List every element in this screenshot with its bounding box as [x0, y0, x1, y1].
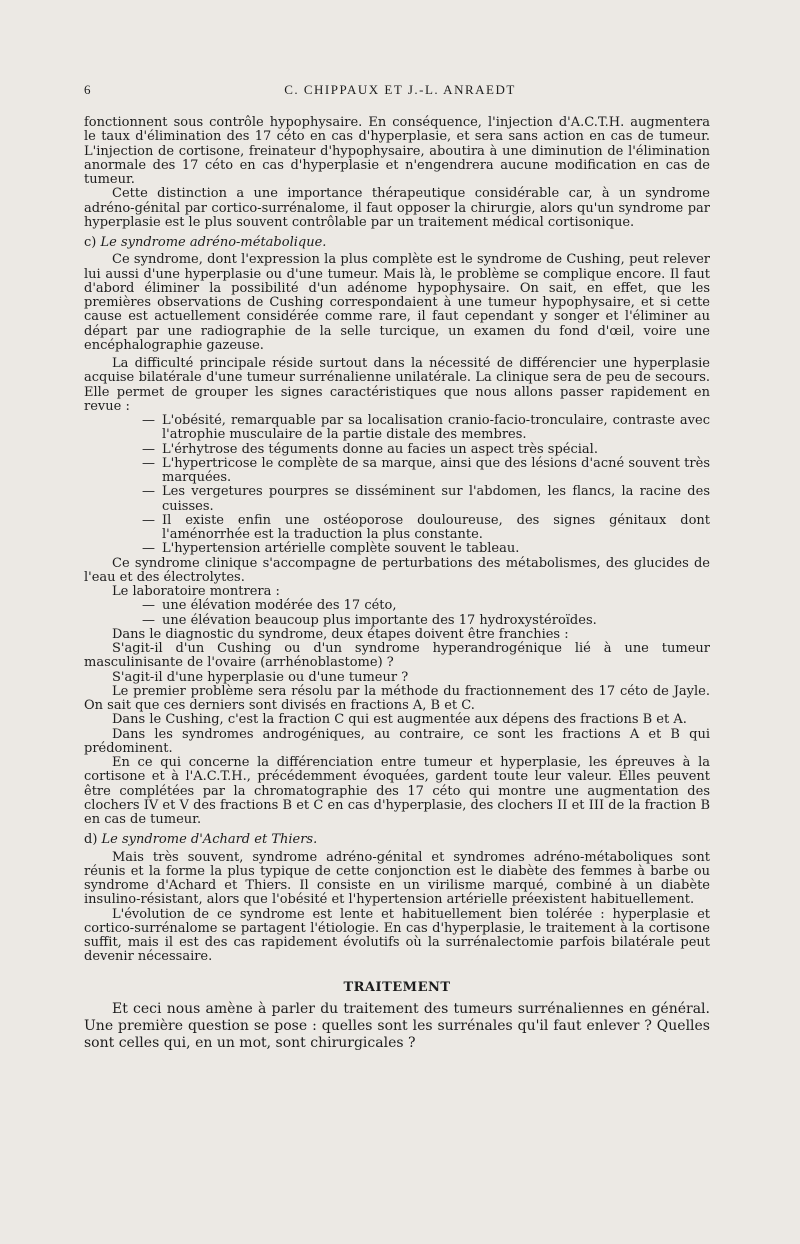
- paragraph: Le laboratoire montrera :: [112, 584, 280, 599]
- list-item: — L'érhytrose des téguments donne au facies un aspect très spécial.: [162, 443, 710, 457]
- symptom-list: [84, 414, 710, 557]
- section-prefix: c): [84, 235, 97, 250]
- running-title: C. CHIPPAUX ET J.-L. ANRAEDT: [284, 82, 516, 97]
- paragraph: La difficulté principale réside surtout dans la nécessité de différencier une hyperplasie acquise bilatérale d'une tumeur surrénalienne unilatérale. La clinique sera de peu de secours. Elle permet de grouper les signes caractéristiques que nous allons passer rapidement en revue :: [84, 356, 710, 414]
- paragraph: En ce qui concerne la différenciation entre tumeur et hyperplasie, les épreuves à la cortisone et à l'A.C.T.H., précédemment évoquées, gardent toute leur valeur. Elles peuvent être complétées par la chromatographie des 17 céto qui montre une augmentation des clochers IV et V des fractions B et C en cas d'hyperplasie, des clochers II et III de la fraction B en cas de tumeur.: [84, 755, 710, 827]
- paragraph: S'agit-il d'une hyperplasie ou d'une tumeur ?: [112, 669, 409, 685]
- section-heading-d: [84, 833, 710, 847]
- page-number: 6: [84, 82, 92, 97]
- paragraph: Ce syndrome clinique s'accompagne de perturbations des métabolismes, des glucides de l'eau et des électrolytes.: [84, 555, 710, 585]
- paragraph: Dans les syndromes androgéniques, au contraire, ce sont les fractions A et B qui prédominent.: [84, 726, 710, 756]
- paragraph: S'agit-il d'un Cushing ou d'un syndrome hyperandrogénique lié à une tumeur masculinisante de l'ovaire (arrhénoblastome) ?: [84, 641, 710, 671]
- body-text: [84, 116, 710, 1052]
- section-heading-c: [84, 236, 710, 250]
- section-prefix: d): [84, 832, 98, 848]
- list-item: — Il existe enfin une ostéoporose douloureuse, des signes génitaux dont l'aménorrhée est la traduction la plus constante.: [162, 514, 710, 543]
- list-item: — L'hypertension artérielle complète souvent le tableau.: [162, 542, 710, 556]
- paragraph: Dans le diagnostic du syndrome, deux étapes doivent être franchies :: [112, 626, 569, 642]
- paragraph: Et ceci nous amène à parler du traitement des tumeurs surrénaliennes en général. Une première question se pose : quelles sont les surrénales qu'il faut enlever ? Quelles sont celles qui, en un mot, sont chirurgicales ?: [84, 1000, 710, 1051]
- section-title: Le syndrome adréno-métabolique.: [100, 235, 327, 250]
- list-item: — L'obésité, remarquable par sa localisation cranio-facio-tronculaire, contraste avec l'atrophie musculaire de la partie distale des membres.: [162, 414, 710, 443]
- section-title-traitement: TRAITEMENT: [343, 979, 451, 995]
- paragraph: Dans le Cushing, c'est la fraction C qui est augmentée aux dépens des fractions B et A.: [112, 712, 687, 728]
- list-item: — Les vergetures pourpres se disséminent sur l'abdomen, les flancs, la racine des cuisses.: [162, 485, 710, 514]
- list-item: — L'hypertricose le complète de sa marque, ainsi que des lésions d'acné souvent très marquées.: [162, 457, 710, 486]
- section-title: Le syndrome d'Achard et Thiers.: [101, 832, 318, 848]
- lab-list: [84, 599, 710, 628]
- paragraph: fonctionnent sous contrôle hypophysaire. En conséquence, l'injection d'A.C.T.H. augmentera le taux d'élimination des 17 céto en cas d'hyperplasie, et sera sans action en cas de tumeur. L'injection de cortisone, freinateur d'hypophysaire, aboutira à une diminution de l'élimination anormale des 17 céto en cas d'hyperplasie et n'engendrera aucune modification en cas de tumeur.: [84, 115, 710, 187]
- paragraph: Mais très souvent, syndrome adréno-génital et syndromes adréno-métaboliques sont réunis et la forme la plus typique de cette conjonction est le diabète des femmes à barbe ou syndrome d'Achard et Thiers. Il consiste en un virilisme marqué, combiné à un diabète insulino-résistant, alors que l'obésité et l'hypertension artérielle préexistent habituellement.: [84, 849, 710, 908]
- paragraph: Ce syndrome, dont l'expression la plus complète est le syndrome de Cushing, peut relever lui aussi d'une hyperplasie ou d'une tumeur. Mais là, le problème se complique encore. Il faut d'abord éliminer la possibilité d'un adénome hypophysaire. On sait, en effet, que les premières observations de Cushing correspondaient à une tumeur hypophysaire, et si cette cause est actuellement considérée comme rare, il faut cependant y songer et l'éliminer au départ par une radiographie de la selle turcique, un examen du fond d'œil, voire une encéphalographie gazeuse.: [84, 252, 710, 353]
- paragraph: Le premier problème sera résolu par la méthode du fractionnement des 17 céto de Jayle. On sait que ces derniers sont divisés en fractions A, B et C.: [84, 683, 710, 713]
- list-item: — une élévation modérée des 17 céto,: [162, 599, 710, 613]
- page-header: [84, 82, 716, 102]
- list-item: — une élévation beaucoup plus importante des 17 hydroxystéroïdes.: [162, 614, 710, 628]
- paragraph: Cette distinction a une importance thérapeutique considérable car, à un syndrome adréno-génital par cortico-surrénalome, il faut opposer la chirurgie, alors qu'un syndrome par hyperplasie est le plus souvent contrôlable par un traitement médical cortisonique.: [84, 186, 710, 230]
- paragraph: L'évolution de ce syndrome est lente et habituellement bien tolérée : hyperplasie et cortico-surrénalome se partagent l'étiologie. En cas d'hyperplasie, le traitement à la cortisone suffit, mais il est des cas rapidement évolutifs où la surrénalectomie parfois bilatérale peut devenir nécessaire.: [84, 906, 710, 965]
